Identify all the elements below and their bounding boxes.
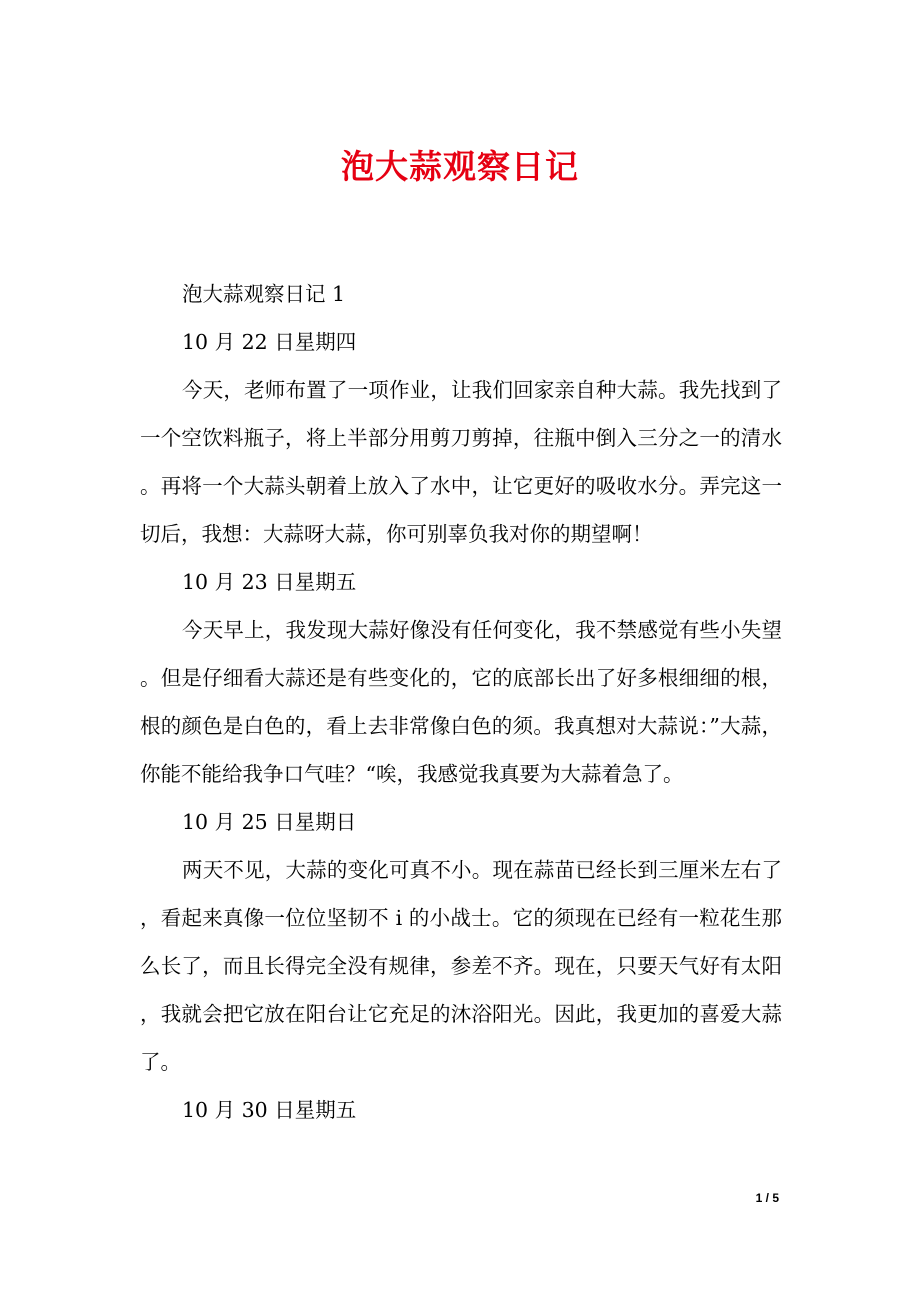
- diary-entry: 两天不见，大蒜的变化可真不小。现在蒜苗已经长到三厘米左右了，看起来真像一位位坚韧不 i 的小战士。它的须现在已经有一粒花生那么长了，而且长得完全没有规律，参差不齐。现在，只要天气好有太阳，我就会把它放在阳台让它充足的沐浴阳光。因此，我更加的喜爱大蒜了。: [140, 858, 782, 1074]
- diary-date: 10 月 22 日星期四: [182, 330, 357, 354]
- diary-date: 10 月 23 日星期五: [182, 570, 357, 594]
- diary-date: 10 月 30 日星期五: [182, 1098, 357, 1122]
- section-heading: 泡大蒜观察日记 1: [182, 282, 346, 306]
- diary-entry: 今天，老师布置了一项作业，让我们回家亲自种大蒜。我先找到了一个空饮料瓶子，将上半部分用剪刀剪掉，往瓶中倒入三分之一的清水。再将一个大蒜头朝着上放入了水中，让它更好的吸收水分。弄完这一切后，我想：大蒜呀大蒜，你可别辜负我对你的期望啊！: [140, 378, 782, 546]
- diary-date: 10 月 25 日星期日: [182, 810, 357, 834]
- page-number: 1 / 5: [755, 1191, 779, 1205]
- document-body: [140, 270, 782, 1134]
- document-title: 泡大蒜观察日记: [341, 147, 579, 186]
- diary-entry: 今天早上，我发现大蒜好像没有任何变化，我不禁感觉有些小失望。但是仔细看大蒜还是有些变化的，它的底部长出了好多根细细的根，根的颜色是白色的，看上去非常像白色的须。我真想对大蒜说：”大蒜，你能不能给我争口气哇？“唉，我感觉我真要为大蒜着急了。: [140, 618, 782, 786]
